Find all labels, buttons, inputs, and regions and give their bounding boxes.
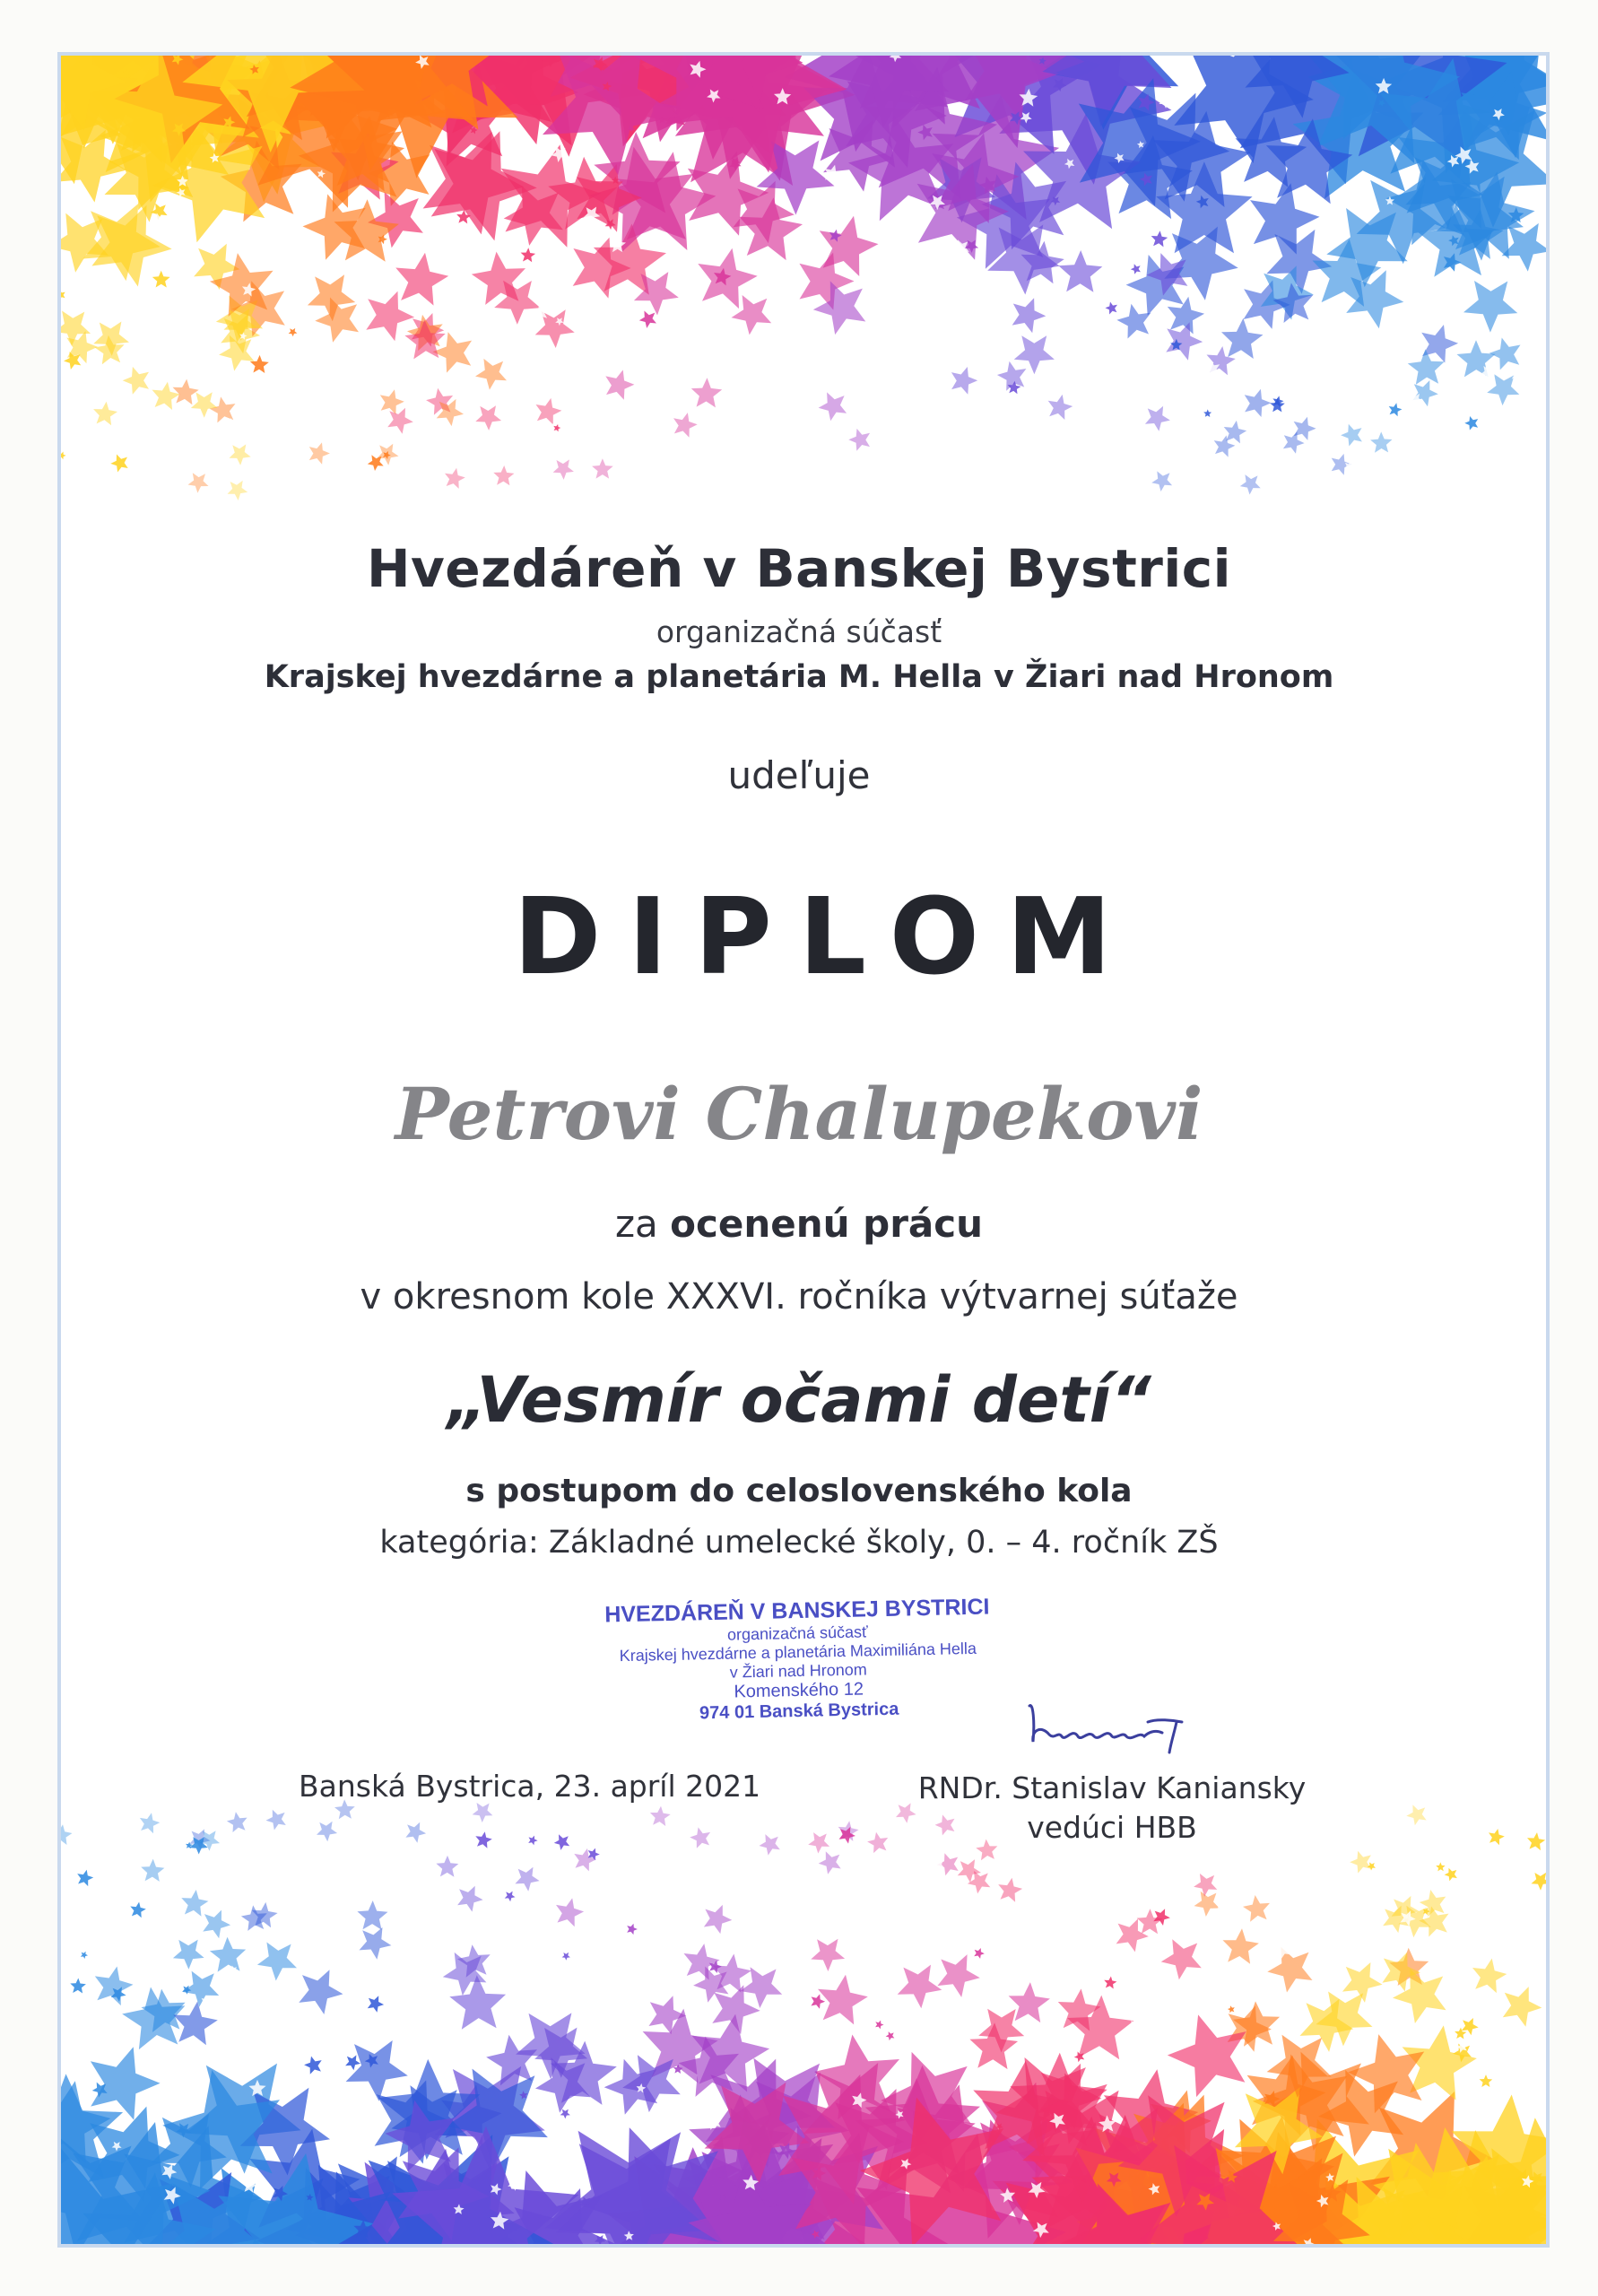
signer-name: RNDr. Stanislav Kaniansky bbox=[917, 1770, 1307, 1805]
star-shape bbox=[360, 1927, 392, 1960]
star-shape bbox=[1370, 431, 1392, 452]
small-star-shape bbox=[1464, 416, 1478, 430]
competition-round: v okresnom kole XXXVI. ročníka výtvarnej súťaže bbox=[360, 1276, 1238, 1318]
small-star-shape bbox=[1162, 2040, 1171, 2049]
small-star-shape bbox=[811, 1994, 825, 2008]
star-shape bbox=[811, 1939, 845, 1971]
star-shape bbox=[1223, 1928, 1259, 1964]
star-shape bbox=[1009, 1982, 1050, 2022]
star-shape bbox=[1283, 431, 1305, 454]
small-star-shape bbox=[554, 1834, 569, 1850]
small-star-shape bbox=[223, 418, 241, 436]
star-shape bbox=[1161, 1939, 1202, 1979]
small-star-shape bbox=[794, 1914, 803, 1922]
star-shape bbox=[61, 1824, 73, 1845]
star-shape bbox=[760, 1834, 780, 1856]
small-star-shape bbox=[1368, 1862, 1376, 1870]
small-star-shape bbox=[107, 1941, 118, 1952]
document-type-heading: DIPLOM bbox=[513, 874, 1139, 998]
star-shape bbox=[1463, 281, 1517, 333]
star-decoration-top bbox=[61, 56, 1546, 522]
star-decoration-bottom bbox=[61, 1787, 1546, 2244]
small-star-shape bbox=[864, 2019, 875, 2030]
small-star-shape bbox=[602, 2048, 613, 2058]
star-shape bbox=[346, 2040, 408, 2101]
star-shape bbox=[898, 1965, 942, 2009]
small-star-shape bbox=[627, 1924, 638, 1935]
small-star-shape bbox=[1270, 398, 1285, 413]
small-star-shape bbox=[1436, 1862, 1445, 1871]
small-star-shape bbox=[562, 1952, 570, 1961]
small-star-shape bbox=[974, 1948, 985, 1959]
small-star-shape bbox=[73, 460, 88, 474]
star-shape bbox=[436, 1856, 458, 1877]
star-shape bbox=[1243, 1895, 1270, 1922]
star-shape bbox=[704, 1905, 732, 1934]
star-shape bbox=[123, 367, 149, 395]
small-star-shape bbox=[1527, 1832, 1545, 1850]
star-shape bbox=[475, 359, 507, 390]
small-star-shape bbox=[823, 457, 834, 468]
star-shape bbox=[1221, 318, 1264, 359]
small-star-shape bbox=[152, 271, 170, 288]
small-star-shape bbox=[923, 1948, 938, 1963]
small-star-shape bbox=[594, 300, 607, 313]
star-shape bbox=[713, 1954, 751, 1993]
star-shape bbox=[317, 1822, 337, 1842]
small-star-shape bbox=[521, 248, 536, 262]
competition-title: „Vesmír očami detí“ bbox=[447, 1363, 1151, 1437]
star-shape bbox=[867, 1832, 888, 1853]
small-star-shape bbox=[1325, 1939, 1339, 1952]
star-shape bbox=[1489, 338, 1521, 370]
star-shape bbox=[95, 1967, 134, 2006]
star-shape bbox=[808, 1832, 829, 1853]
small-star-shape bbox=[100, 1869, 108, 1876]
awards-word: udeľuje bbox=[727, 753, 871, 797]
small-star-shape bbox=[1131, 264, 1141, 274]
small-star-shape bbox=[850, 463, 863, 475]
star-shape bbox=[457, 1886, 482, 1912]
small-star-shape bbox=[1532, 1873, 1547, 1891]
small-star-shape bbox=[1195, 441, 1211, 457]
small-star-shape bbox=[61, 452, 66, 460]
star-shape bbox=[1406, 1805, 1426, 1825]
star-shape bbox=[818, 1975, 868, 2025]
small-star-shape bbox=[916, 1949, 924, 1956]
small-star-shape bbox=[1215, 467, 1225, 477]
small-star-shape bbox=[505, 1892, 516, 1902]
small-star-shape bbox=[756, 260, 771, 276]
small-star-shape bbox=[1203, 409, 1212, 417]
star-shape bbox=[437, 399, 464, 426]
star-shape bbox=[91, 2047, 161, 2120]
small-star-shape bbox=[141, 400, 152, 411]
place-and-date: Banská Bystrica, 23. apríl 2021 bbox=[299, 1769, 761, 1804]
star-shape bbox=[1116, 304, 1151, 339]
star-shape bbox=[819, 1851, 841, 1874]
stamp-line-5: Komenského 12 bbox=[734, 1679, 864, 1702]
advancement-note: s postupom do celoslovenského kola bbox=[465, 1473, 1133, 1509]
star-shape bbox=[357, 1900, 387, 1930]
star-shape bbox=[1245, 389, 1272, 417]
small-star-shape bbox=[1023, 1970, 1039, 1987]
small-star-shape bbox=[200, 1996, 217, 2013]
organization-parent: Krajskej hvezdárne a planetária M. Hella v Žiari nad Hronom bbox=[264, 659, 1334, 695]
small-star-shape bbox=[158, 1947, 168, 1957]
star-shape bbox=[698, 248, 757, 309]
organization-name: Hvezdáreň v Banskej Bystrici bbox=[366, 538, 1232, 599]
star-shape bbox=[556, 1898, 584, 1926]
star-shape bbox=[191, 392, 218, 417]
star-shape bbox=[230, 444, 251, 465]
star-shape bbox=[140, 1813, 160, 1833]
small-star-shape bbox=[560, 2109, 570, 2119]
signer-block bbox=[897, 1769, 1327, 1848]
small-star-shape bbox=[528, 1836, 537, 1846]
organization-subtitle: organizačná súčasť bbox=[656, 614, 942, 649]
star-shape bbox=[188, 473, 209, 492]
small-star-shape bbox=[77, 1870, 93, 1886]
star-shape bbox=[1487, 374, 1519, 405]
star-shape bbox=[1341, 424, 1362, 447]
stamp-line-6: 974 01 Banská Bystrica bbox=[699, 1699, 899, 1724]
award-reason bbox=[0, 1202, 1598, 1246]
star-shape bbox=[691, 378, 722, 407]
star-shape bbox=[1058, 250, 1102, 292]
star-shape bbox=[257, 1943, 297, 1981]
star-shape bbox=[473, 1803, 493, 1822]
small-star-shape bbox=[1136, 467, 1146, 477]
star-shape bbox=[366, 291, 414, 342]
star-shape bbox=[650, 1806, 671, 1826]
star-shape bbox=[951, 367, 977, 395]
small-star-shape bbox=[797, 1869, 808, 1881]
small-star-shape bbox=[475, 1831, 492, 1848]
star-shape bbox=[1048, 395, 1073, 420]
star-shape bbox=[173, 1940, 204, 1970]
small-star-shape bbox=[1480, 2074, 1493, 2087]
small-star-shape bbox=[839, 1892, 848, 1901]
small-star-shape bbox=[855, 354, 865, 364]
official-stamp bbox=[573, 1594, 1024, 1726]
small-star-shape bbox=[966, 2044, 976, 2054]
small-star-shape bbox=[366, 410, 377, 421]
small-star-shape bbox=[61, 290, 65, 300]
star-shape bbox=[1145, 406, 1170, 431]
small-star-shape bbox=[400, 2003, 410, 2013]
star-shape bbox=[515, 1867, 539, 1892]
small-star-shape bbox=[618, 451, 629, 463]
small-star-shape bbox=[67, 187, 80, 198]
small-star-shape bbox=[289, 328, 298, 336]
star-shape bbox=[1503, 1987, 1542, 2027]
star-shape bbox=[1224, 421, 1247, 444]
small-star-shape bbox=[542, 251, 555, 265]
star-shape bbox=[605, 370, 634, 399]
small-star-shape bbox=[1389, 403, 1403, 416]
handwritten-signature bbox=[1022, 1686, 1202, 1758]
small-star-shape bbox=[1104, 1977, 1116, 1989]
small-star-shape bbox=[1332, 393, 1344, 405]
small-star-shape bbox=[1505, 1963, 1518, 1977]
star-shape bbox=[1240, 474, 1261, 494]
star-shape bbox=[445, 468, 465, 489]
stamp-line-1: HVEZDÁREŇ V BANSKEJ BYSTRICI bbox=[604, 1594, 990, 1628]
star-shape bbox=[998, 1878, 1022, 1902]
star-shape bbox=[1012, 298, 1047, 333]
small-star-shape bbox=[738, 360, 745, 368]
small-star-shape bbox=[896, 1885, 911, 1900]
star-shape bbox=[203, 1910, 230, 1939]
star-shape bbox=[937, 1954, 979, 1997]
star-shape bbox=[690, 1827, 710, 1848]
stamp-line-3: Krajskej hvezdárne a planetária Maximiliána Hella bbox=[619, 1639, 977, 1665]
star-shape bbox=[553, 459, 574, 480]
small-star-shape bbox=[1489, 1829, 1505, 1845]
star-shape bbox=[181, 1890, 208, 1917]
small-star-shape bbox=[70, 1979, 86, 1994]
star-shape bbox=[684, 1944, 720, 1980]
star-shape bbox=[266, 1810, 286, 1831]
small-star-shape bbox=[886, 2031, 895, 2040]
star-shape bbox=[1194, 1874, 1217, 1897]
star-shape bbox=[819, 392, 847, 421]
star-shape bbox=[299, 1970, 343, 2014]
star-shape bbox=[1194, 1892, 1220, 1917]
star-shape bbox=[848, 429, 870, 451]
star-shape bbox=[395, 253, 448, 306]
small-star-shape bbox=[1512, 369, 1524, 381]
small-star-shape bbox=[81, 1952, 88, 1959]
signature-stroke bbox=[1029, 1706, 1182, 1752]
star-shape bbox=[210, 396, 236, 422]
small-star-shape bbox=[1027, 373, 1042, 388]
star-shape bbox=[1014, 335, 1055, 374]
small-star-shape bbox=[1228, 2005, 1235, 2013]
reason-prefix: za bbox=[614, 1202, 658, 1246]
star-shape bbox=[1342, 1962, 1383, 2003]
stamp-line-4: v Žiari nad Hronom bbox=[729, 1660, 867, 1682]
small-star-shape bbox=[110, 455, 127, 473]
star-shape bbox=[227, 1812, 248, 1832]
star-shape bbox=[493, 465, 514, 485]
star-shape bbox=[173, 379, 199, 405]
small-star-shape bbox=[326, 404, 339, 418]
star-shape bbox=[380, 389, 404, 414]
small-star-shape bbox=[1151, 230, 1168, 247]
star-shape bbox=[449, 1975, 506, 2030]
small-star-shape bbox=[304, 2057, 322, 2074]
star-shape bbox=[228, 481, 248, 500]
small-star-shape bbox=[78, 430, 90, 442]
small-star-shape bbox=[634, 1938, 652, 1956]
star-shape bbox=[1168, 2014, 1246, 2097]
stamp-line-2: organizačná súčasť bbox=[726, 1622, 868, 1644]
star-shape bbox=[592, 458, 613, 478]
star-shape bbox=[405, 1822, 426, 1843]
star-shape bbox=[309, 442, 330, 464]
small-star-shape bbox=[875, 2021, 883, 2030]
small-star-shape bbox=[178, 1857, 185, 1864]
small-star-shape bbox=[130, 1902, 146, 1918]
small-star-shape bbox=[1026, 1890, 1035, 1899]
recipient-name: Petrovi Chalupekovi bbox=[395, 1072, 1203, 1156]
star-shape bbox=[1472, 1959, 1507, 1994]
small-star-shape bbox=[282, 439, 297, 452]
star-shape bbox=[152, 382, 180, 410]
star-shape bbox=[387, 408, 413, 434]
star-shape bbox=[673, 413, 698, 438]
star-shape bbox=[210, 1937, 246, 1972]
star-shape bbox=[1350, 1851, 1371, 1874]
star-shape bbox=[93, 322, 129, 356]
star-shape bbox=[93, 402, 117, 425]
small-star-shape bbox=[1106, 302, 1118, 315]
star-shape bbox=[141, 1859, 164, 1882]
small-star-shape bbox=[639, 311, 656, 328]
star-shape bbox=[1151, 471, 1172, 491]
reason-bold: ocenenú prácu bbox=[670, 1202, 984, 1246]
category-line: kategória: Základné umelecké školy, 0. – 4. ročník ZŠ bbox=[379, 1525, 1219, 1561]
small-star-shape bbox=[115, 300, 125, 311]
small-star-shape bbox=[1445, 1868, 1457, 1882]
small-star-shape bbox=[368, 1996, 384, 2013]
star-shape bbox=[475, 405, 501, 430]
signer-role: vedúci HBB bbox=[1027, 1810, 1197, 1845]
small-star-shape bbox=[619, 2012, 626, 2019]
small-star-shape bbox=[345, 2055, 360, 2070]
small-star-shape bbox=[250, 355, 269, 373]
small-star-shape bbox=[214, 429, 230, 445]
